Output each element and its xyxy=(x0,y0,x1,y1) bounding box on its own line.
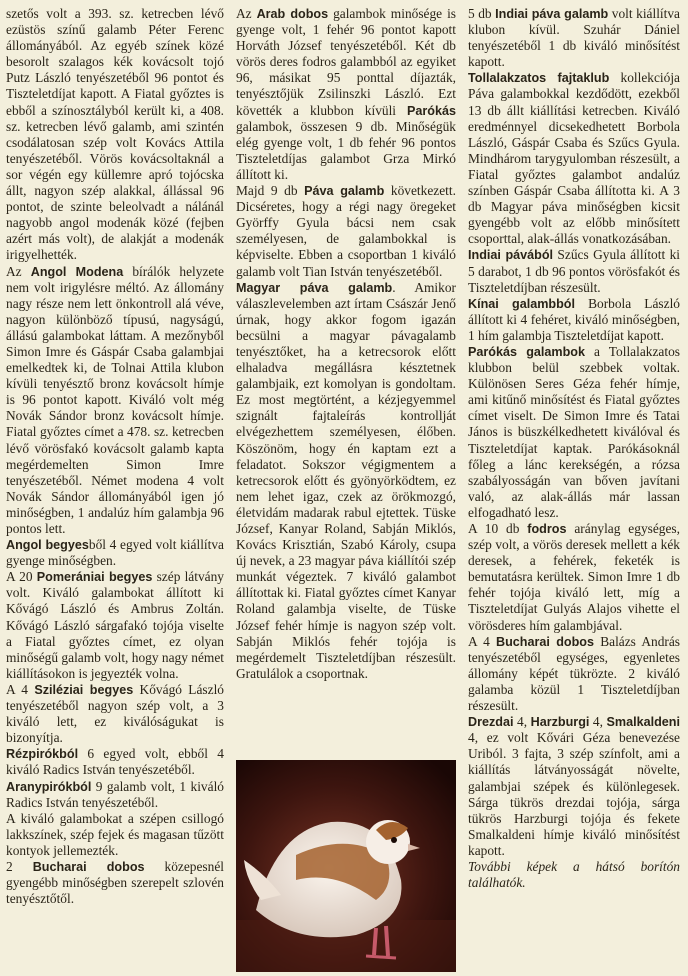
paragraph-text: 4, ez volt Kővári Géza benevezése Uriból. 3 fajta, 3 szép színfolt, ami a kiállítás látványosságát növelte, galambjai szépek és különlegesek. Sárga tükrös drezdai tojója, sárga tükrös Harzburgi tojója és fekete Smalkaldeni hímje kiváló minősítést kapott. xyxy=(468,730,680,858)
paragraph-text: bírálók helyzete nem volt irigylésre méltó. Az állomány nagy része nem lett önkontroll alá véve, nagyon különböző típusú, nagyságú, állású galambokat láttam. A mezőnyből Simon Imre és Gáspár Csaba galambjai emelkedtek ki, de Tolnai Attila klubon kívüli tenyésztő bronz kovácsolt hímje is 96 pontot kapott. Kiváló volt még Novák Sándor bronz kovácsolt hímje. Fiatal győztes címet a 478. sz. ketrecben lévő vörösfakó kovácsolt galamb kapta megérdemelten Simon Imre tenyészetéből. Német modena 4 volt Novák Sándor állományából igen jó minőségben, 1 andalúz hím galambja 96 pontos lett. xyxy=(6,263,225,536)
paragraph-text: 9 galamb volt, 1 kiváló Radics István tenyészetéből. xyxy=(6,778,224,810)
breed-name: Pomerániai begyes xyxy=(36,570,153,585)
paragraph-text: Az xyxy=(236,6,257,21)
paragraph-text: a Tollalakzatos klubbon belül szebbek voltak. Különösen Seres Géza fehér hímje, ami kitűnő minősítést és Fiatal győztes címet viselt. De Simon Imre és Tatai János is büszkélkedhetett kiválóval és Tiszteletdíjat kaptak. Parókásoknál főleg a lánc kerekségén, a rózsa szabályosságán van bőven javítani való, az alak-állás már lassan elfogadható lesz. xyxy=(468,343,680,520)
paragraph-text: 5 db xyxy=(468,6,496,21)
paragraph-text: galambok, összesen 9 db. Minőségük elég gyenge volt, 1 db fehér 96 pontos Tiszteletdíjas galambot Grza Mirkó állított ki. xyxy=(236,118,456,182)
paragraph-text: 4, xyxy=(513,714,531,730)
paragraph-text: kollekciója Páva galambokkal kezdődött, ezekből 13 db állt kiállítási ketrecben. Kiváló eredménnyel dicsekedhetett Borbola László, Gáspár Csaba és Szűcs Gyula. Mindhárom tarygyulomban részesült, a Fiatal győztes galambot andalúz színben Gáspár Csaba állította ki. A 3 db Magyar páva minőségben kicsit gyengébb volt az előbb minősített csoporttal, alak-állás vonatkozásában. xyxy=(468,70,680,247)
paragraph-text: következett. Dicséretes, hogy a régi nagy öregeket Györffy Gyula bácsi nem csak személyesen, de galambokkal is képviselte. Ebben a csoportban 1 kiváló galamb volt Tian István tenyészetéből. xyxy=(236,183,456,279)
paragraph xyxy=(468,634,680,714)
breed-name: Aranypirókból xyxy=(6,779,92,794)
paragraph xyxy=(236,280,456,682)
paragraph xyxy=(468,344,680,521)
paragraph-text: volt kiállítva klubon kívül. Szuhár Dániel tenyészetéből 1 db kiváló minősítést kapott. xyxy=(468,6,680,70)
paragraph-text: . Amikor válaszlevelemben azt írtam Császár Jenő úrnak, hogy akkor fogom igazán becsülni a magyar pávagalamb tenyésztőket, ha a ketrecsorok előtt elhaladva megállásra késztetnek galambjaik, ezt komolyan is gondoltam. Ez most megtörtént, a kézjegyemmel szignált fajtaleírás kontrollját elvégezhettem személyesen, élőben. Köszönöm, hogy én kaptam ezt a feladatot. Sokszor végigmentem a ketrecsorok előtt és gyönyörködtem, ez nem lehet igaz, czek az örökmozgó, életvidám madarak rabul ejtettek. Tüske József, Kanyar Roland, Sabján Miklós, Kovács Krisztián, Szabó Károly, csupa új nevek, a 23 magyar páva kiállítói szép munkát végeztek. 7 kiváló galambot állítottak ki. Fiatal győztes címet Kanyar Roland galambja viselte, de Tüske József fehér hímje is nagyon szép volt. Sabján Miklós fehér tojója is megérdemelt Tiszteletdíjban részesült. Gratulálok a csoportnak. xyxy=(236,279,456,681)
paragraph-text: Majd 9 db xyxy=(236,183,305,199)
paragraph xyxy=(6,537,224,569)
paragraph-text: ből 4 egyed volt kiállítva gyenge minőségben. xyxy=(6,537,224,569)
paragraph xyxy=(6,682,224,746)
breed-name: Sziléziai begyes xyxy=(34,682,134,697)
breed-name: Magyar páva galamb xyxy=(236,280,393,295)
text-column-3 xyxy=(468,6,680,891)
breed-name: Rézpirókból xyxy=(6,747,79,762)
closing-note: További képek a hátsó borítón találhatók. xyxy=(468,858,680,891)
paragraph xyxy=(236,183,456,280)
paragraph xyxy=(6,779,224,811)
paragraph-text: A kiváló galambokat a szépen csillogó lakkszínek, szép fejek és magasan tűzött kontyok jellemezték. xyxy=(6,810,224,858)
pigeon-photo xyxy=(236,760,456,972)
breed-name: fodros xyxy=(527,522,567,536)
paragraph xyxy=(6,6,224,264)
breed-name: Bucharai dobos xyxy=(496,634,595,649)
paragraph xyxy=(6,811,224,859)
breed-name: Indiai pávából xyxy=(468,248,554,263)
breed-name: Angol begyes xyxy=(6,538,89,553)
paragraph-text: Borbola László állított ki 4 fehéret, kiváló minőségben, 1 hím galambja Tiszteletdíjat kapott. xyxy=(468,295,680,343)
paragraph-text: Balázs András tenyészetéből egységes, egyenletes állomány képét tükrözte. 2 kiváló galamba közül 1 Tiszteletdíjban részesült. xyxy=(468,633,681,714)
paragraph xyxy=(236,6,456,183)
paragraph-text: 6 egyed volt, ebből 4 kiváló Radics István tenyészetéből. xyxy=(6,746,224,778)
paragraph xyxy=(468,296,680,344)
paragraph-text: 4, xyxy=(589,714,607,730)
paragraph-text: A 10 db xyxy=(468,521,528,536)
breed-name: Arab dobos xyxy=(256,7,329,21)
paragraph xyxy=(468,714,680,859)
paragraph xyxy=(468,247,680,295)
paragraph xyxy=(468,70,680,247)
breed-name: Bucharai dobos xyxy=(32,859,145,874)
paragraph xyxy=(6,264,224,538)
paragraph-text: A 4 xyxy=(468,633,496,649)
breed-name: Kínai galambból xyxy=(468,296,575,311)
paragraph-text: Kővágó László tenyészetéből nagyon szép volt, a 3 kiváló lett, ez kiválóságukat is bizonyítja. xyxy=(6,681,224,746)
paragraph xyxy=(468,6,680,70)
paragraph-text: 2 xyxy=(6,858,33,874)
breed-name: Harzburgi xyxy=(530,715,590,730)
breed-name: Smalkaldeni xyxy=(606,715,680,730)
breed-name: Parókás galambok xyxy=(468,344,585,359)
breed-name: Parókás xyxy=(406,103,456,118)
paragraph-text: Szűcs Gyula állított ki 5 darabot, 1 db 96 pontos vörösfakót és Tiszteletdíjban részesült. xyxy=(468,247,680,295)
text-column-1 xyxy=(6,6,224,907)
breed-name: Angol Modena xyxy=(30,264,124,279)
paragraph-text: galambok minősége is gyenge volt, 1 fehér 96 pontot kapott Horváth József tenyészetéből. Két db vörös deres fodros galambból az egyiket 96, másikat 95 ponttal díjazták, tenyésztőjük Zsilinszki László. Ezt követték a klubbon kívüli xyxy=(236,6,456,118)
breed-name: Indiai páva galamb xyxy=(495,7,609,21)
paragraph-text: szép látvány volt. Kiváló galambokat állított ki Kővágó László és Ambrus Zoltán. Kővágó László sárgafakó tojója viselte a Fiatal győztes címet, ez olyan minőségű galamb volt, hogy nagy német kiállításokon is jegyezték volna. xyxy=(6,569,224,681)
breed-name: Páva galamb xyxy=(304,184,385,199)
breed-name: Tollalakzatos fajtaklub xyxy=(468,71,610,86)
breed-name: Drezdai xyxy=(468,715,514,730)
paragraph-text: aránylag egységes, szép volt, a vörös deresek mellett a kék deresek, a fehérek, feketék is bemutatásra kerültek. Simon Imre 1 db fehér tojója kiváló lett, míg a Tiszteletdíjat Gulyás Alajos vihette el vörösderes hím galambjával. xyxy=(468,521,680,633)
paragraph xyxy=(6,746,224,778)
paragraph-text: A 20 xyxy=(6,569,37,585)
paragraph xyxy=(468,859,680,891)
paragraph-text: szetős volt a 393. sz. ketrecben lévő ezüstös színű galamb Péter Ferenc állományából. Az egyéb színek közé besorolt szalagos kék kovácsolt tojó Putz László tenyészetéből 96 pontot és Tiszteletdíjat kapott. A Fiatal győztes is ebből a színosztályból került ki, a 408. sz. ketrecben lévő galamb, ami szintén csodálatosan szép volt Kovács Attila tenyészetéből. Vörös kovácsoltaknál a sor végén egy küllemre apró tojócska állt, nagyon szép alakkal, állással 96 pontot, de szinte beleolvadt a nálánál nagyobb angol modenák közé (fejben azért más volt), de alakját a modenák irigyelhették. xyxy=(6,6,224,263)
paragraph xyxy=(6,859,224,907)
text-column-2 xyxy=(236,6,456,682)
paragraph xyxy=(468,521,680,634)
paragraph xyxy=(6,569,224,682)
paragraph-text: közepesnél gyengébb minőségben szerepelt szlovén tenyésztőtől. xyxy=(6,858,224,907)
paragraph-text: A 4 xyxy=(6,681,35,697)
paragraph-text: Az xyxy=(6,263,31,279)
